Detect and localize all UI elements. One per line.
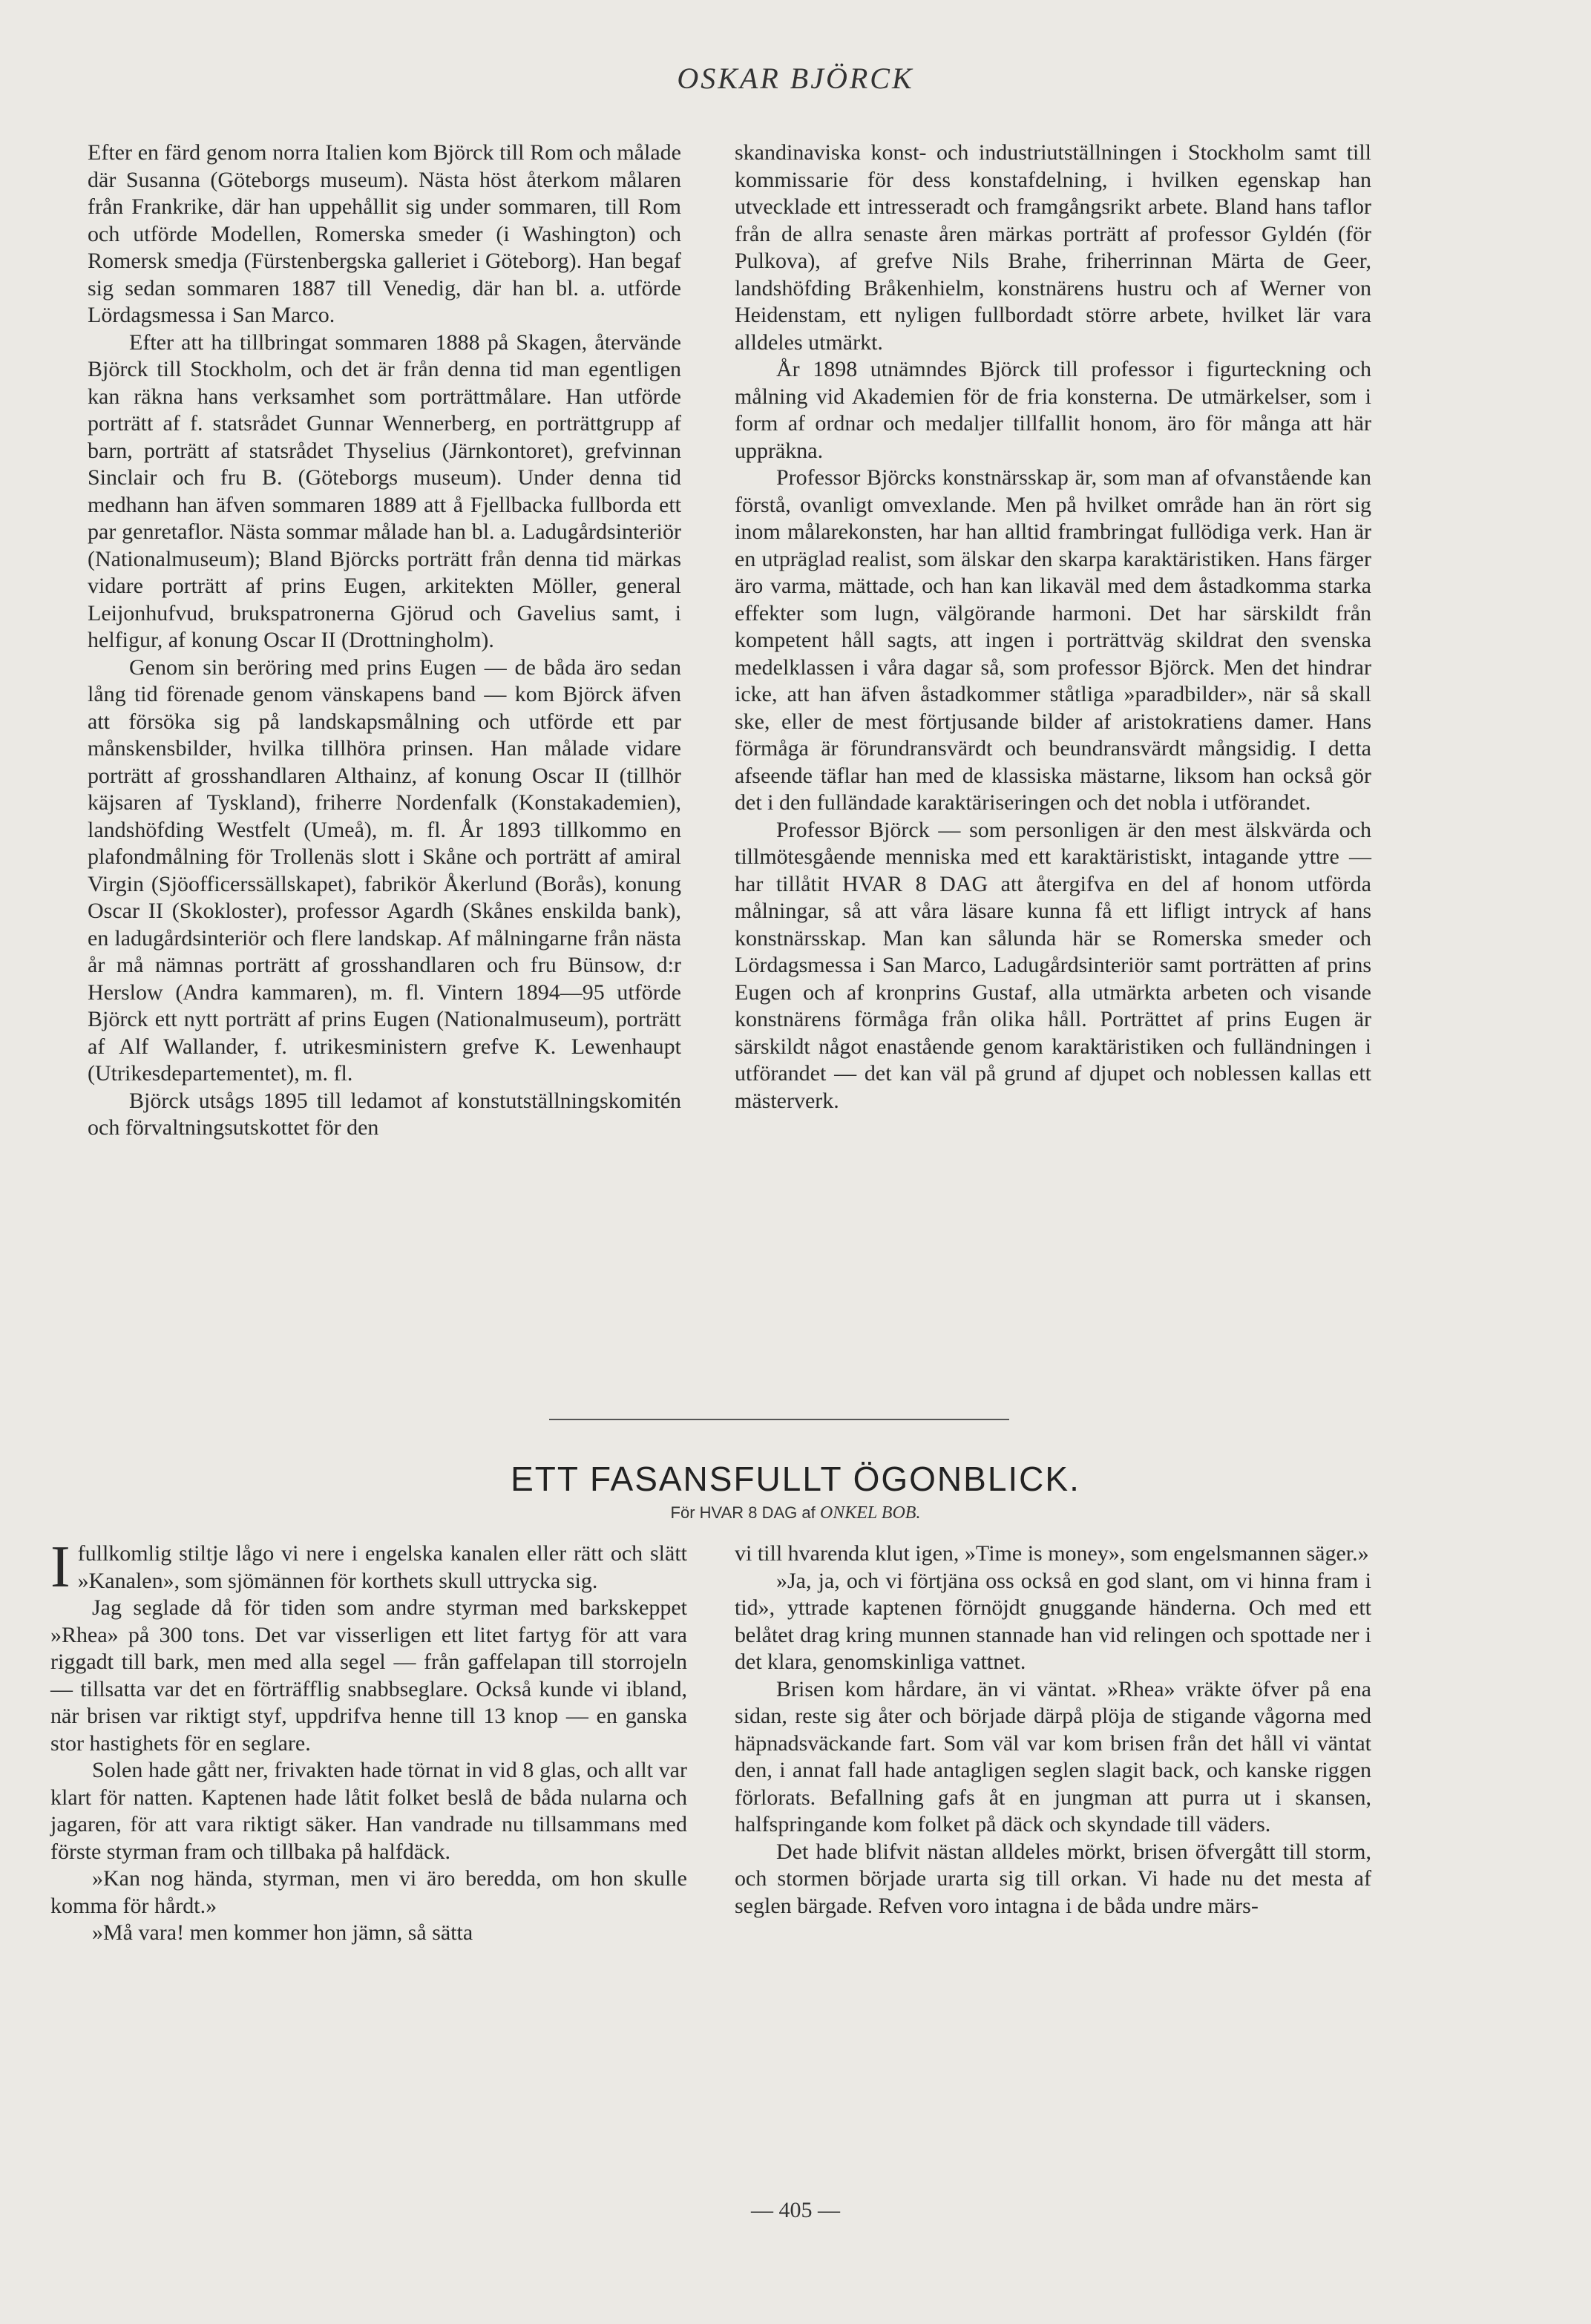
paragraph: Brisen kom hårdare, än vi väntat. »Rhea» vräkte öfver på ena sidan, reste sig åter och började därpå plöja de stigande vågorna med häpnadsväckande fart. Som väl var kom brisen från det håll vi väntat den, i annat fall hade antagligen seglen slagit back, och kanske riggen förlorats. Befallning gafs åt en jungman att purra ut i skansen, halfspringande kom folket på däck och skyndade till väders. <box>735 1676 1371 1836</box>
paragraph: Björck utsågs 1895 till ledamot af konstutställningskomitén och förvaltningsutskottet för den <box>88 1088 681 1140</box>
article1-left-column <box>88 139 681 1142</box>
paragraph: skandinaviska konst- och industriutställningen i Stockholm samt till kommissarie för dess konstafdelning, i hvilken egenskap han utvecklade ett intresseradt och framgångsrikt arbete. Bland hans taflor från de allra senaste åren märkas porträtt af professor Gyldén (för Pulkova), af grefve Nils Brahe, friherrinnan Märta de Geer, landshöfding Bråkenhielm, konstnärens hustru och af Werner von Heidenstam, ett nyligen fullbordadt större arbete, hvilket lär vara alldeles utmärkt. <box>735 140 1371 355</box>
paragraph: Professor Björck — som personligen är den mest älskvärda och tillmötesgående menniska med ett karaktäristiskt, intagande yttre — har tillåtit HVAR 8 DAG att återgifva en del af honom utförda målningar, så att våra läsare kunna få ett lifligt intryck af hans konstnärsskap. Man kan sålunda här se Romerska smeder och Lördagsmessa i San Marco, Ladugårdsinteriör samt porträtten af prins Eugen och af kronprins Gustaf, alla utmärkta arbeten och visande konstnärens förmåga från olika håll. Porträttet af prins Eugen är särskildt något enastående genom karaktäristiken och fulländningen i utförandet — det kan väl på grund af djupet och noblessen kallas ett mästerverk. <box>735 817 1371 1113</box>
paragraph: Efter en färd genom norra Italien kom Björck till Rom och målade där Susanna (Göteborgs museum). Nästa höst återkom målaren från Frankrike, där han uppehållit sig under sommaren, till Rom och utförde Modellen, Romerska smeder (i Washington) och Romersk smedja (Fürstenbergska galleriet i Göteborg). Han begaf sig sedan sommaren 1887 till Venedig, där han bl. a. utförde Lördagsmessa i San Marco. <box>88 140 681 327</box>
paragraph: Genom sin beröring med prins Eugen — de båda äro sedan lång tid förenade genom vänskapens band — kom Björck äfven att försöka sig på landskapsmålning och utförde ett par månskensbilder, hvilka tillhöra prinsen. Han målade vidare porträtt af grosshandlaren Althainz, af konung Oscar II (tillhör käjsaren af Tyskland), friherre Nordenfalk (Konstakademien), landshöfding Westfelt (Umeå), m. fl. År 1893 tillkommo en plafondmålning för Trollenäs slott i Skåne och porträtt af amiral Virgin (Sjöofficerssällskapet), fabrikör Åkerlund (Borås), konung Oscar II (Skokloster), professor Agardh (Skånes enskilda bank), en ladugårdsinteriör och flere landskap. Af målningarne från nästa år må nämnas porträtt af grosshandlaren och fru Bünsow, d:r Herslow (Andra kammaren), m. fl. Vintern 1894—95 utförde Björck ett nytt porträtt af prins Eugen (Nationalmuseum), porträtt af Alf Wallander, f. utrikesministern grefve K. Lewenhaupt (Utrikesdepartementet), m. fl. <box>88 654 681 1086</box>
paragraph <box>50 1534 687 1600</box>
article2-left-column <box>50 1534 687 1947</box>
article2-right-column <box>735 1540 1371 1920</box>
paragraph: Det hade blifvit nästan alldeles mörkt, brisen öfvergått till storm, och stormen började urarta sig till orkan. Vi hade nu det mesta af seglen bärgade. Refven voro intagna i de båda undre märs- <box>735 1839 1371 1918</box>
running-head: OSKAR BJÖRCK <box>677 62 914 95</box>
article-title: ETT FASANSFULLT ÖGONBLICK. <box>511 1460 1080 1498</box>
byline-author: ONKEL BOB. <box>819 1503 921 1523</box>
section-divider <box>549 1419 1009 1420</box>
page-number: — 405 — <box>751 2198 840 2222</box>
paragraph: Solen hade gått ner, frivakten hade törnat in vid 8 glas, och allt var klart för natten. Kaptenen hade låtit folket beslå de båda nularna och jagaren, för att vara riktigt säker. Han vandrade nu tillsammans med förste styrman fram och tillbaka på halfdäck. <box>50 1758 687 1864</box>
paragraph: Professor Björcks konstnärsskap är, som man af ofvanstående kan förstå, ovanligt omvexlande. Men på hvilket område han än rört sig inom målarekonsten, har han alltid frambringat fullödiga verk. Han är en utpräglad realist, som älskar den skarpa karaktäristiken. Hans färger äro varma, mättade, och han kan likaväl med dem åstadkomma starka effekter som lugn, välgörande harmoni. Det har särskildt från kompetent håll sagts, att ingen i porträttväg skildrat den svenska medelklassen i våra dagar så, som professor Björck. Men det hindrar icke, att han äfven åstadkommer ståtliga »paradbilder», när så skall ske, eller de mest förtjusande bilder af aristokratiens damer. Hans förmåga är förundransvärdt och beundransvärdt mångsidig. I detta afseende täflar han med de klassiska mästarne, liksom han också gör det i den fulländade karaktäriseringen och det nobla i utförandet. <box>735 465 1371 815</box>
article1-right-column <box>735 139 1371 1115</box>
drop-cap: I <box>50 1534 70 1600</box>
byline-prefix: För HVAR 8 DAG af <box>670 1503 816 1522</box>
paragraph: År 1898 utnämndes Björck till professor i figurteckning och målning vid Akademien för de fria konsterna. De utmärkelser, som i form af ordnar och medaljer tillfallit honom, äro för många att här uppräkna. <box>735 357 1371 463</box>
paragraph-text: fullkomlig stiltje lågo vi nere i engelska kanalen eller rätt och slätt »Kanalen», som sjömännen för korthets skull uttrycka sig. <box>77 1541 687 1593</box>
paragraph: »Kan nog hända, styrman, men vi äro beredda, om hon skulle komma för hårdt.» <box>50 1866 687 1918</box>
paragraph: Jag seglade då för tiden som andre styrman med barkskeppet »Rhea» på 300 tons. Det var visserligen ett litet fartyg för att vara riggadt till bark, men med alla segel — från gaffelapan till storrojeln — tillsatta var det en förträfflig snabbseglare. Också kunde vi ibland, när brisen var riktigt styf, uppdrifva henne till 13 knop — en ganska stor hastighets för en seglare. <box>50 1595 687 1756</box>
paragraph: »Ja, ja, och vi förtjäna oss också en god slant, om vi hinna fram i tid», yttrade kaptenen förnöjdt gnuggande händerna. Och med ett belåtet drag kring munnen stannade han vid relingen och spottade ner i det klara, genomskinliga vattnet. <box>735 1568 1371 1674</box>
paragraph: »Må vara! men kommer hon jämn, så sätta <box>92 1920 473 1945</box>
paragraph: Efter att ha tillbringat sommaren 1888 på Skagen, återvände Björck till Stockholm, och det är från denna tid man egentligen kan räkna hans verksamhet som porträttmålare. Han utförde porträtt af f. statsrådet Gunnar Wennerberg, en porträttgrupp af barn, porträtt af statsrådet Thyselius (Järnkontoret), grefvinnan Sinclair och fru B. (Göteborgs museum). Under denna tid medhann han äfven sommaren 1889 att å Fjellbacka fullborda ett par genretaflor. Nästa sommar målade han bl. a. Ladugårdsinteriör (Nationalmuseum); Bland Björcks porträtt från denna tid märkas vidare porträtt af prins Eugen, arkitekten Möller, general Leijonhufvud, brukspatronerna Gjörud och Gavelius samt, i helfigur, af konung Oscar II (Drottningholm). <box>88 329 681 652</box>
byline <box>0 1503 1591 1523</box>
paragraph: vi till hvarenda klut igen, »Time is money», som engelsmannen säger.» <box>735 1541 1369 1566</box>
